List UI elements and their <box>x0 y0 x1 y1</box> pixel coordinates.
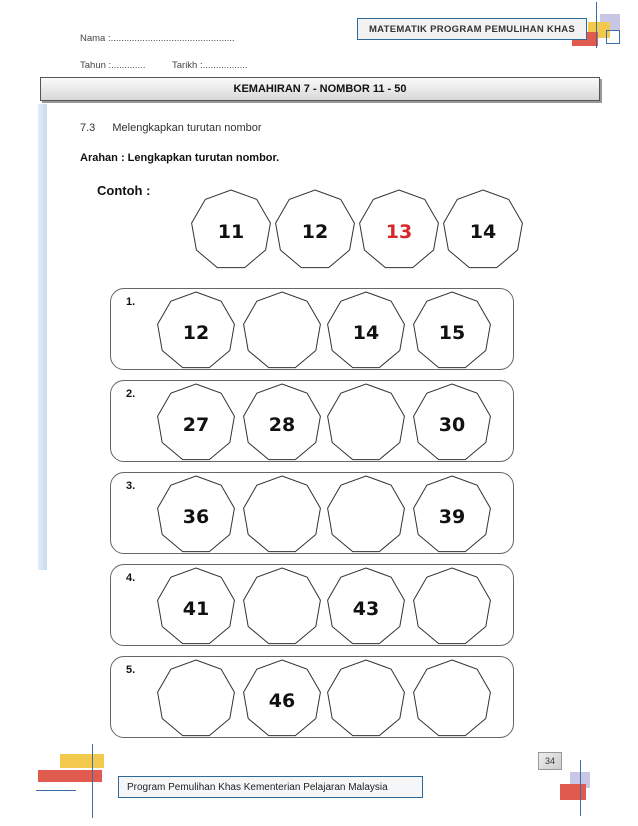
answer-blank[interactable] <box>242 290 322 370</box>
page-title: KEMAHIRAN 7 - NOMBOR 11 - 50 <box>40 77 600 101</box>
instruction: Arahan : Lengkapkan turutan nombor. <box>80 152 280 164</box>
given-number <box>326 566 406 646</box>
answer-blank[interactable] <box>326 382 406 462</box>
nonagon-shape <box>244 292 321 368</box>
nonagon-shape <box>328 476 405 552</box>
number-label: 43 <box>352 598 380 620</box>
answer-blank[interactable] <box>412 566 492 646</box>
nonagon-shape <box>158 660 235 736</box>
question-number: 2. <box>126 388 136 400</box>
given-number <box>412 474 492 554</box>
number-label: 30 <box>438 414 466 436</box>
number-label: 27 <box>182 414 210 436</box>
example-number-3 <box>358 188 440 270</box>
answer-blank[interactable] <box>326 658 406 738</box>
question-number: 3. <box>126 480 136 492</box>
page-number: 34 <box>538 752 562 770</box>
given-number <box>156 474 236 554</box>
example-number-4 <box>442 188 524 270</box>
left-sidebar-stripe <box>38 104 47 570</box>
section-text: Melengkapkan turutan nombor <box>112 122 262 134</box>
answer-blank[interactable] <box>242 474 322 554</box>
given-number <box>242 658 322 738</box>
nonagon-shape <box>328 660 405 736</box>
nonagon-shape <box>414 660 491 736</box>
number-label: 12 <box>182 322 210 344</box>
tahun-field: Tahun :............. <box>80 60 146 71</box>
given-number <box>242 382 322 462</box>
question-number: 4. <box>126 572 136 584</box>
question-number: 1. <box>126 296 136 308</box>
given-number <box>156 382 236 462</box>
number-label: 11 <box>217 221 245 243</box>
number-label: 36 <box>182 506 210 528</box>
given-number <box>156 566 236 646</box>
given-number <box>156 290 236 370</box>
question-number: 5. <box>126 664 136 676</box>
number-label: 14 <box>469 221 497 243</box>
example-number-1 <box>190 188 272 270</box>
answer-blank[interactable] <box>326 474 406 554</box>
nonagon-shape <box>244 476 321 552</box>
section-heading <box>80 122 262 134</box>
footer-text: Program Pemulihan Khas Kementerian Pelajaran Malaysia <box>118 776 423 798</box>
answer-blank[interactable] <box>242 566 322 646</box>
nonagon-shape <box>414 568 491 644</box>
number-label: 46 <box>268 690 296 712</box>
answer-blank[interactable] <box>412 658 492 738</box>
given-number <box>412 382 492 462</box>
number-label: 28 <box>268 414 296 436</box>
nonagon-shape <box>244 568 321 644</box>
nonagon-shape <box>328 384 405 460</box>
example-label: Contoh : <box>97 183 151 198</box>
number-label: 13 <box>385 221 413 243</box>
tarikh-field: Tarikh :................. <box>172 60 248 71</box>
nama-field: Nama :............................................... <box>80 33 235 44</box>
answer-blank[interactable] <box>156 658 236 738</box>
number-label: 15 <box>438 322 466 344</box>
number-label: 39 <box>438 506 466 528</box>
number-label: 41 <box>182 598 210 620</box>
number-label: 14 <box>352 322 380 344</box>
given-number <box>412 290 492 370</box>
example-number-2 <box>274 188 356 270</box>
section-number: 7.3 <box>80 122 96 134</box>
number-label: 12 <box>301 221 329 243</box>
given-number <box>326 290 406 370</box>
program-badge: MATEMATIK PROGRAM PEMULIHAN KHAS <box>357 18 587 40</box>
